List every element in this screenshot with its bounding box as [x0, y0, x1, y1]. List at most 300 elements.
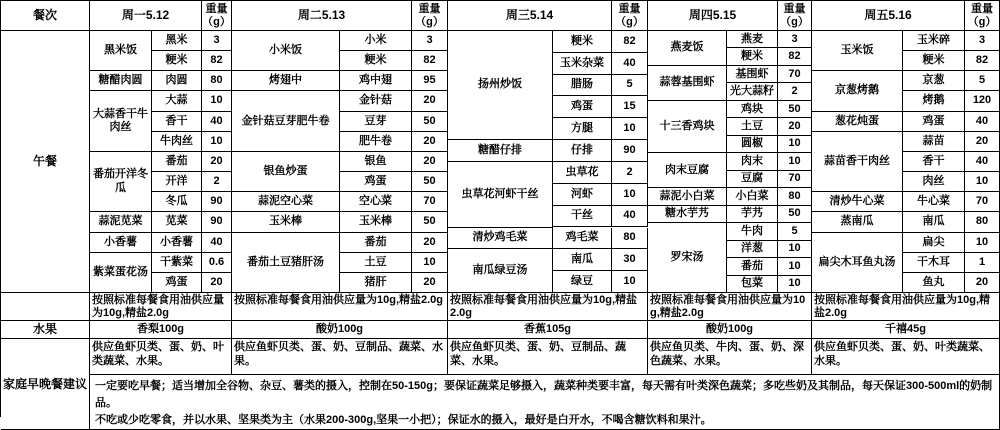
ingredient-weight: 10: [612, 184, 648, 206]
ingredient-row: [152, 51, 232, 71]
dish-block: [648, 206, 812, 223]
ingredient-name: 光大蒜籽: [727, 83, 778, 100]
dish-name: 虫草花河虾干丝: [448, 162, 553, 228]
advice-note-line-2: 不吃或少吃零食，并以水果、坚果类为主（水果200-300g,坚果一小把）；保证水的摄入，最好是白开水，不喝含糖饮料和果汁。: [95, 414, 712, 427]
ingredient-row: [903, 273, 1000, 293]
dish-block: [812, 112, 1000, 132]
dish-block: [448, 249, 648, 293]
ingredient-row: [727, 206, 812, 223]
ingredient-weight: 10: [412, 253, 448, 273]
ingredient-name: 小白菜: [727, 188, 778, 205]
dish-block: [232, 192, 448, 212]
dish-name: 蒸南瓜: [812, 212, 903, 232]
ingredient-weight: 70: [778, 66, 812, 83]
ingredient-weight: 3: [412, 31, 448, 51]
ingredient-weight: 50: [412, 112, 448, 132]
ingredient-name: 番茄: [727, 258, 778, 275]
dish-name: 小香薯: [90, 233, 152, 253]
ingredient-name: 河虾: [553, 184, 612, 206]
ingredient-row: [903, 192, 1000, 212]
dish-name: 糖水芋艿: [648, 206, 727, 223]
dish-block: [232, 212, 448, 232]
oil-row-label-empty: [1, 293, 90, 321]
ingredient-row: [340, 212, 448, 232]
ingredient-row: [553, 184, 648, 206]
ingredient-row: [340, 51, 448, 71]
dish-block: [448, 228, 648, 250]
ingredient-name: 土豆: [340, 253, 412, 273]
ingredient-weight: 80: [202, 71, 232, 91]
ingredient-weight: 10: [202, 132, 232, 152]
ingredient-row: [903, 212, 1000, 232]
ingredient-name: 烤鹅: [903, 91, 965, 111]
ingredient-weight: 40: [612, 53, 648, 75]
ingredient-name: 苋菜: [152, 212, 202, 232]
ingredient-row: [340, 273, 448, 293]
dish-name: 玉米棒: [232, 212, 340, 232]
dish-name: 葱花炖蛋: [812, 112, 903, 132]
dish-block: [812, 132, 1000, 192]
ingredient-name: 番茄: [340, 233, 412, 253]
ingredient-weight: 20: [412, 233, 448, 253]
day-title: 周五5.16: [812, 1, 965, 31]
ingredient-weight: 40: [965, 152, 1000, 172]
ingredient-weight: 82: [202, 51, 232, 71]
ingredient-weight: 70: [778, 171, 812, 188]
ingredient-row: [340, 31, 448, 51]
ingredient-name: 蒜苗: [903, 132, 965, 152]
ingredient-name: 粳米: [152, 51, 202, 71]
ingredient-name: 黑米: [152, 31, 202, 51]
fruit-row: [1, 321, 1000, 339]
dish-name: 银鱼炒蛋: [232, 152, 340, 192]
day-header-group: [90, 1, 232, 31]
fruit-value: 酸奶100g: [648, 321, 812, 339]
dish-block: [90, 91, 232, 151]
ingredient-row: [152, 172, 232, 192]
dish-name: 糖醋仔排: [448, 140, 553, 162]
ingredient-name: 冬瓜: [152, 192, 202, 212]
dish-name: 番茄开洋冬瓜: [90, 152, 152, 212]
ingredient-weight: 1: [965, 253, 1000, 273]
ingredient-row: [727, 118, 812, 135]
meal-type-header: 餐次: [1, 1, 90, 31]
ingredient-weight: 70: [965, 192, 1000, 212]
dish-name: 肉末豆腐: [648, 153, 727, 188]
dish-block: [448, 162, 648, 228]
ingredient-weight: 80: [778, 188, 812, 205]
ingredient-row: [727, 136, 812, 153]
lunch-day-columns: [90, 31, 1000, 293]
ingredient-name: 鸡蛋: [553, 96, 612, 118]
ingredient-weight: 0.6: [202, 253, 232, 273]
ingredient-row: [340, 112, 448, 132]
ingredient-row: [553, 31, 648, 53]
weight-column-header: 重量（g）: [612, 1, 648, 31]
weight-column-header: 重量（g）: [412, 1, 448, 31]
fruit-value: 千禧45g: [812, 321, 1000, 339]
ingredient-name: 玉米碎: [903, 31, 965, 51]
ingredient-row: [553, 96, 648, 118]
ingredient-weight: 5: [778, 223, 812, 240]
ingredient-row: [727, 48, 812, 65]
ingredient-weight: 10: [612, 118, 648, 140]
ingredient-weight: 3: [202, 31, 232, 51]
fruit-value: 酸奶100g: [232, 321, 448, 339]
dish-name: 大蒜香干牛肉丝: [90, 91, 152, 151]
advice-note-line-1: 一定要吃早餐；适当增加全谷物、杂豆、薯类的摄入，控制在50-150g；要保证蔬菜足够摄入，蔬菜种类要丰富，每天需有叶类深色蔬菜；多吃些奶及其制品，每天保证300-500ml的奶制品。: [95, 380, 993, 410]
day-header-group: [232, 1, 448, 31]
ingredient-weight: 20: [412, 273, 448, 293]
ingredient-row: [340, 233, 448, 253]
ingredient-row: [553, 271, 648, 293]
dish-name: 黑米饭: [90, 31, 152, 71]
ingredient-weight: 3: [965, 31, 1000, 51]
dish-block: [232, 233, 448, 293]
ingredient-weight: 50: [412, 172, 448, 192]
ingredient-name: 虫草花: [553, 162, 612, 184]
ingredient-row: [553, 249, 648, 271]
ingredient-name: 豆芽: [340, 112, 412, 132]
dish-name: 蒜泥苋菜: [90, 212, 152, 232]
ingredient-name: 燕麦: [727, 31, 778, 48]
ingredient-row: [727, 31, 812, 48]
dish-name: 蒜蓉基围虾: [648, 66, 727, 101]
ingredient-name: 猪肝: [340, 273, 412, 293]
ingredient-name: 干木耳: [903, 253, 965, 273]
ingredient-name: 肥牛卷: [340, 132, 412, 152]
day-title: 周一5.12: [90, 1, 202, 31]
ingredient-weight: 82: [778, 48, 812, 65]
ingredient-name: 粳米: [340, 51, 412, 71]
day-lunch-column: [812, 31, 1000, 293]
ingredient-row: [903, 152, 1000, 172]
ingredient-name: 香干: [152, 112, 202, 132]
ingredient-name: 土豆: [727, 118, 778, 135]
lunch-row-label: 午餐: [1, 31, 90, 293]
dish-name: 扁尖木耳鱼丸汤: [812, 233, 903, 293]
ingredient-row: [727, 276, 812, 293]
ingredient-weight: 2: [778, 83, 812, 100]
dish-block: [812, 71, 1000, 111]
ingredient-name: 绿豆: [553, 271, 612, 293]
ingredient-weight: 10: [202, 91, 232, 111]
ingredient-weight: 40: [965, 112, 1000, 132]
dish-block: [90, 212, 232, 232]
ingredient-weight: 90: [202, 212, 232, 232]
ingredient-row: [340, 172, 448, 192]
day-header-group: [648, 1, 812, 31]
ingredient-row: [152, 192, 232, 212]
ingredient-weight: 82: [412, 51, 448, 71]
day-lunch-column: [648, 31, 812, 293]
dish-block: [448, 31, 648, 140]
ingredient-weight: 20: [965, 132, 1000, 152]
ingredient-row: [340, 192, 448, 212]
dish-name: 蒜苗香干肉丝: [812, 132, 903, 192]
ingredient-weight: 20: [965, 273, 1000, 293]
family-advice-content: [90, 339, 1000, 430]
dish-name: 蒜泥小白菜: [648, 188, 727, 205]
ingredient-weight: 90: [202, 192, 232, 212]
ingredient-weight: 70: [412, 192, 448, 212]
ingredient-name: 牛心菜: [903, 192, 965, 212]
dish-block: [648, 153, 812, 188]
day-title: 周三5.14: [448, 1, 612, 31]
ingredient-name: 玉米棒: [340, 212, 412, 232]
dish-block: [648, 66, 812, 101]
ingredient-weight: 5: [612, 75, 648, 97]
ingredient-weight: 10: [778, 241, 812, 258]
ingredient-name: 鸡蛋: [903, 112, 965, 132]
dish-name: 扬州炒饭: [448, 31, 553, 140]
ingredient-row: [903, 132, 1000, 152]
dish-name: 小米饭: [232, 31, 340, 71]
ingredient-row: [727, 258, 812, 275]
ingredient-name: 洋葱: [727, 241, 778, 258]
dish-block: [90, 152, 232, 212]
ingredient-weight: 40: [202, 233, 232, 253]
ingredient-row: [903, 71, 1000, 91]
day-title: 周四5.15: [648, 1, 778, 31]
ingredient-row: [152, 273, 232, 293]
ingredient-name: 肉末: [727, 153, 778, 170]
ingredient-row: [340, 253, 448, 273]
weight-column-header: 重量（g）: [965, 1, 1000, 31]
ingredient-name: 鸡毛菜: [553, 228, 612, 250]
ingredient-row: [152, 132, 232, 152]
ingredient-weight: 95: [412, 71, 448, 91]
ingredient-name: 大蒜: [152, 91, 202, 111]
ingredient-name: 香干: [903, 152, 965, 172]
ingredient-name: 南瓜: [553, 249, 612, 271]
dish-block: [648, 223, 812, 293]
dish-name: 金针菇豆芽肥牛卷: [232, 91, 340, 151]
dish-block: [90, 253, 232, 293]
supply-note: 供应鱼贝类、牛肉、蛋、奶、深色蔬菜、水果。: [648, 339, 812, 375]
ingredient-row: [727, 66, 812, 83]
ingredient-row: [152, 152, 232, 172]
ingredient-row: [152, 253, 232, 273]
ingredient-weight: 50: [412, 212, 448, 232]
dish-name: 京葱烤鹅: [812, 71, 903, 111]
ingredient-row: [553, 162, 648, 184]
fruit-day-cells: [90, 321, 1000, 339]
day-header-group: [812, 1, 1000, 31]
dish-name: 玉米饭: [812, 31, 903, 71]
oil-salt-note: 按照标准每餐食用油供应量为10g,精盐2.0g: [812, 293, 1000, 321]
header-row: [1, 1, 1000, 31]
ingredient-weight: 10: [778, 276, 812, 293]
ingredient-row: [340, 132, 448, 152]
ingredient-row: [727, 241, 812, 258]
ingredient-row: [152, 233, 232, 253]
ingredient-name: 京葱: [903, 71, 965, 91]
supply-note: 供应鱼虾贝类、蛋、奶、叶类蔬菜、水果。: [812, 339, 1000, 375]
ingredient-name: 粳米: [553, 31, 612, 53]
dish-name: 燕麦饭: [648, 31, 727, 66]
dish-name: 糖醋肉圆: [90, 71, 152, 91]
dish-block: [448, 140, 648, 162]
supply-note: 供应鱼虾贝类、蛋、奶、豆制品、蔬菜、水果。: [448, 339, 648, 375]
ingredient-name: 仔排: [553, 140, 612, 162]
dish-name: 南瓜绿豆汤: [448, 249, 553, 293]
dish-block: [232, 31, 448, 71]
supply-note: 供应鱼虾贝类、蛋、奶、豆制品、蔬菜、水果。: [232, 339, 448, 375]
ingredient-row: [152, 91, 232, 111]
ingredient-name: 基围虾: [727, 66, 778, 83]
ingredient-name: 方腿: [553, 118, 612, 140]
oil-salt-note: 按照标准每餐食用油供应量为10g,精盐2.0g: [648, 293, 812, 321]
ingredient-name: 粳米: [903, 51, 965, 71]
dish-name: 蒜泥空心菜: [232, 192, 340, 212]
ingredient-weight: 82: [612, 31, 648, 53]
dish-name: 紫菜蛋花汤: [90, 253, 152, 293]
ingredient-name: 肉丝: [903, 172, 965, 192]
ingredient-row: [553, 118, 648, 140]
ingredient-row: [152, 212, 232, 232]
family-row-label: 家庭早晚餐建议: [1, 339, 90, 430]
ingredient-weight: 10: [778, 136, 812, 153]
ingredient-row: [152, 31, 232, 51]
ingredient-row: [903, 31, 1000, 51]
ingredient-row: [152, 71, 232, 91]
ingredient-name: 牛肉丝: [152, 132, 202, 152]
oil-salt-note: 按照标准每餐食用油供应量为10g,精盐2.0g: [90, 293, 232, 321]
day-lunch-column: [90, 31, 232, 293]
ingredient-row: [903, 51, 1000, 71]
dish-name: 清炒牛心菜: [812, 192, 903, 212]
fruit-value: 香梨100g: [90, 321, 232, 339]
ingredient-row: [553, 228, 648, 250]
ingredient-name: 空心菜: [340, 192, 412, 212]
fruit-value: 香蕉105g: [448, 321, 648, 339]
ingredient-row: [903, 233, 1000, 253]
day-headers: [90, 1, 1000, 31]
dish-block: [648, 101, 812, 153]
ingredient-row: [553, 140, 648, 162]
day-header-group: [448, 1, 648, 31]
ingredient-row: [727, 223, 812, 240]
ingredient-weight: 82: [965, 51, 1000, 71]
ingredient-name: 番茄: [152, 152, 202, 172]
ingredient-row: [727, 83, 812, 100]
ingredient-name: 小米: [340, 31, 412, 51]
ingredient-name: 小香薯: [152, 233, 202, 253]
ingredient-name: 芋艿: [727, 206, 778, 223]
ingredient-row: [727, 153, 812, 170]
ingredient-weight: 80: [965, 212, 1000, 232]
ingredient-name: 玉米杂菜: [553, 53, 612, 75]
ingredient-name: 金针菇: [340, 91, 412, 111]
ingredient-weight: 10: [965, 233, 1000, 253]
ingredient-weight: 2: [202, 172, 232, 192]
ingredient-weight: 10: [965, 172, 1000, 192]
family-advice-note: [90, 375, 1000, 430]
dish-block: [90, 31, 232, 71]
ingredient-name: 开洋: [152, 172, 202, 192]
ingredient-name: 银鱼: [340, 152, 412, 172]
dish-block: [812, 192, 1000, 212]
ingredient-weight: 30: [612, 249, 648, 271]
family-advice-section: [1, 339, 1000, 430]
day-lunch-column: [448, 31, 648, 293]
ingredient-row: [903, 172, 1000, 192]
ingredient-weight: 20: [778, 118, 812, 135]
ingredient-name: 牛肉: [727, 223, 778, 240]
ingredient-row: [903, 91, 1000, 111]
ingredient-row: [553, 53, 648, 75]
supply-day-cells: [90, 339, 1000, 375]
dish-name: 番茄土豆猪肝汤: [232, 233, 340, 293]
ingredient-row: [340, 152, 448, 172]
ingredient-row: [727, 171, 812, 188]
fruit-row-label: 水果: [1, 321, 90, 339]
dish-block: [812, 31, 1000, 71]
lunch-section: [1, 31, 1000, 293]
dish-name: 十三香鸡块: [648, 101, 727, 153]
ingredient-row: [727, 188, 812, 205]
ingredient-name: 鱼丸: [903, 273, 965, 293]
ingredient-weight: 20: [202, 152, 232, 172]
supply-note: 供应鱼虾贝类、蛋、奶、叶类蔬菜、水果。: [90, 339, 232, 375]
dish-block: [812, 233, 1000, 293]
ingredient-weight: 2: [612, 162, 648, 184]
ingredient-weight: 20: [412, 152, 448, 172]
ingredient-name: 粳米: [727, 48, 778, 65]
ingredient-weight: 10: [778, 258, 812, 275]
dish-block: [232, 71, 448, 91]
ingredient-name: 圆椒: [727, 136, 778, 153]
ingredient-name: 干丝: [553, 206, 612, 228]
day-lunch-column: [232, 31, 448, 293]
ingredient-name: 肉圆: [152, 71, 202, 91]
ingredient-name: 鸡块: [727, 101, 778, 118]
ingredient-row: [903, 253, 1000, 273]
ingredient-weight: 50: [778, 206, 812, 223]
dish-block: [812, 212, 1000, 232]
weight-column-header: 重量（g）: [202, 1, 232, 31]
ingredient-row: [340, 91, 448, 111]
ingredient-weight: 10: [612, 271, 648, 293]
ingredient-name: 豆腐: [727, 171, 778, 188]
ingredient-row: [903, 112, 1000, 132]
weight-column-header: 重量（g）: [778, 1, 812, 31]
dish-name: 罗宋汤: [648, 223, 727, 293]
oil-salt-row: [1, 293, 1000, 321]
dish-name: 烤翅中: [232, 71, 340, 91]
ingredient-name: 鸡蛋: [152, 273, 202, 293]
ingredient-row: [553, 75, 648, 97]
dish-block: [648, 188, 812, 205]
dish-name: 清炒鸡毛菜: [448, 228, 553, 250]
ingredient-row: [152, 112, 232, 132]
ingredient-name: 腊肠: [553, 75, 612, 97]
ingredient-weight: 5: [965, 71, 1000, 91]
dish-block: [648, 31, 812, 66]
ingredient-weight: 50: [778, 101, 812, 118]
ingredient-weight: 20: [202, 273, 232, 293]
ingredient-name: 干紫菜: [152, 253, 202, 273]
dish-block: [232, 152, 448, 192]
ingredient-name: 包菜: [727, 276, 778, 293]
day-title: 周二5.13: [232, 1, 412, 31]
oil-day-cells: [90, 293, 1000, 321]
dish-block: [232, 91, 448, 151]
ingredient-name: 鸡中翅: [340, 71, 412, 91]
ingredient-weight: 40: [612, 206, 648, 228]
ingredient-weight: 15: [612, 96, 648, 118]
